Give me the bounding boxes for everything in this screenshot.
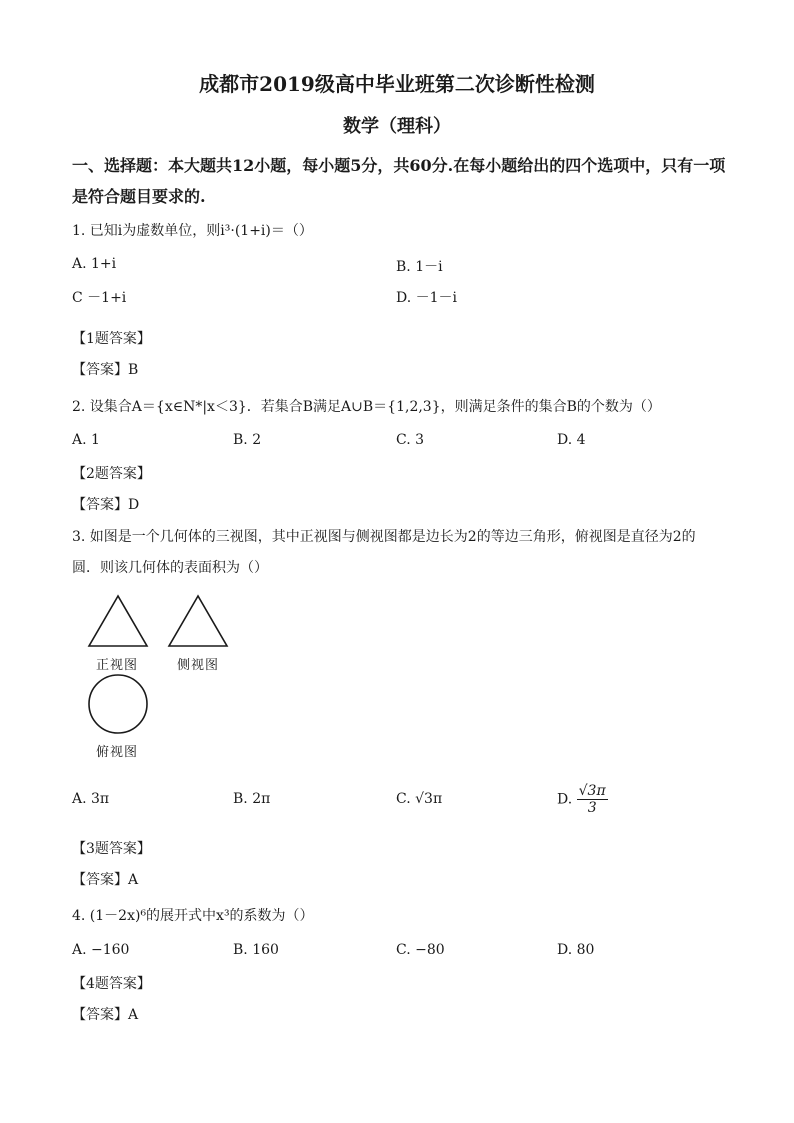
q1-option-b: B. 1－i — [396, 259, 443, 275]
q3-option-b: B. 2π — [233, 791, 271, 807]
q3-option-d-fraction — [577, 783, 608, 816]
q3-option-d-prefix: D. — [557, 791, 573, 808]
q2-option-a: A. 1 — [72, 432, 100, 448]
q2-option-b: B. 2 — [233, 432, 262, 448]
q2-option-d: D. 4 — [557, 432, 586, 448]
document-subject: 数学（理科） — [343, 116, 451, 137]
q2-option-c: C. 3 — [396, 432, 425, 448]
q3-option-a: A. 3π — [72, 791, 110, 807]
q3-option-d-denominator: 3 — [587, 800, 597, 816]
q3-answer-tag: 【3题答案】 — [72, 841, 151, 857]
three-view-figure — [80, 590, 240, 765]
q1-option-c: C －1+i — [72, 290, 127, 306]
section-heading-line2: 是符合题目要求的. — [72, 187, 206, 206]
top-view-circle — [89, 675, 147, 733]
q3-answer: 【答案】A — [72, 872, 139, 888]
q3-option-d-numerator: √3π — [578, 783, 606, 799]
q4-answer-tag: 【4题答案】 — [72, 976, 151, 992]
q2-stem: 2. 设集合A＝{x∈N*|x＜3}．若集合B满足A∪B＝{1,2,3}，则满足条件的集合B的个数为（） — [72, 399, 661, 415]
section-heading-line1: 一、选择题：本大题共12小题，每小题5分，共60分.在每小题给出的四个选项中，只有一项 — [72, 156, 726, 175]
document-title: 成都市2019级高中毕业班第二次诊断性检测 — [199, 72, 595, 96]
q1-option-a: A. 1+i — [72, 256, 117, 272]
side-view-triangle — [169, 596, 227, 646]
q2-answer: 【答案】D — [72, 497, 140, 513]
q3-option-d — [557, 783, 608, 816]
q1-answer-tag: 【1题答案】 — [72, 331, 151, 347]
front-view-triangle — [89, 596, 147, 646]
q3-option-c: C. √3π — [396, 791, 443, 807]
q1-answer: 【答案】B — [72, 362, 139, 378]
q4-answer: 【答案】A — [72, 1007, 139, 1023]
q3-stem-line2: 圆．则该几何体的表面积为（） — [72, 560, 268, 576]
q4-option-c: C. −80 — [396, 942, 445, 958]
side-view-label: 侧视图 — [177, 658, 220, 673]
q1-stem: 1. 已知i为虚数单位，则i³·(1+i)＝（） — [72, 223, 313, 239]
q4-option-d: D. 80 — [557, 942, 595, 958]
front-view-label: 正视图 — [96, 658, 139, 673]
q4-stem: 4. (1－2x)⁶的展开式中x³的系数为（） — [72, 908, 314, 924]
q4-option-a: A. −160 — [72, 942, 130, 958]
q1-option-d: D. －1－i — [396, 290, 458, 306]
q4-option-b: B. 160 — [233, 942, 279, 958]
top-view-label: 俯视图 — [96, 745, 139, 760]
q2-answer-tag: 【2题答案】 — [72, 466, 151, 482]
q3-stem-line1: 3. 如图是一个几何体的三视图，其中正视图与侧视图都是边长为2的等边三角形，俯视图是直径为2的 — [72, 529, 696, 545]
